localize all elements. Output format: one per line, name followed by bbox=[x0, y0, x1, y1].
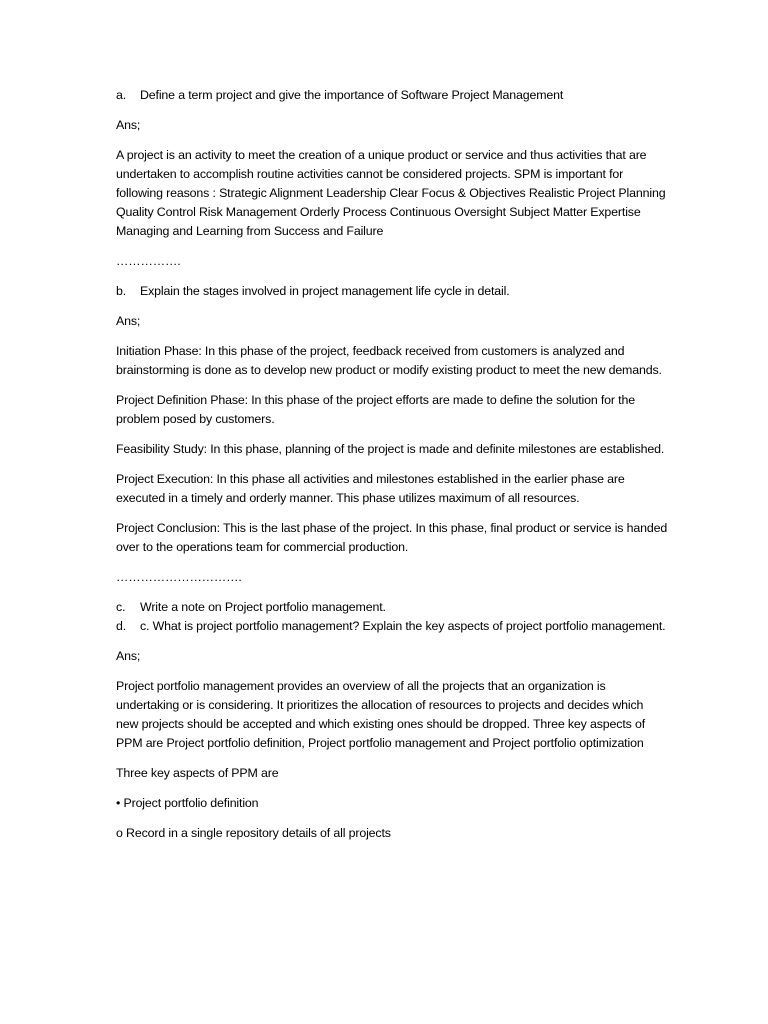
phase-conclusion: Project Conclusion: This is the last phase of the project. In this phase, final product or service is handed over to the operations team for commercial production. bbox=[116, 521, 668, 554]
question-a bbox=[116, 86, 668, 105]
question-b bbox=[116, 282, 668, 301]
aspects-heading: Three key aspects of PPM are bbox=[116, 766, 279, 780]
separator-a: ……………. bbox=[116, 254, 181, 268]
question-a-text: Define a term project and give the importance of Software Project Management bbox=[140, 88, 564, 102]
document-page bbox=[116, 86, 668, 854]
question-c-text: Write a note on Project portfolio management. bbox=[140, 600, 386, 614]
bullet-portfolio-definition: • Project portfolio definition bbox=[116, 796, 259, 810]
answer-a-label: Ans; bbox=[116, 118, 141, 132]
question-b-text: Explain the stages involved in project management life cycle in detail. bbox=[140, 284, 510, 298]
answer-a-text: A project is an activity to meet the creation of a unique product or service and thus activities that are undertaken to accomplish routine activities cannot be considered projects. SPM is important for following reasons : Strategic Alignment Leadership Clear Focus & Objectives Realistic Project Planning Quality Control Risk Management Orderly Process Continuous Oversight Subject Matter Expertise Managing and Learning from Success and Failure bbox=[116, 148, 666, 238]
phase-execution: Project Execution: In this phase all activities and milestones established in the earlier phase are executed in a timely and orderly manner. This phase utilizes maximum of all resources. bbox=[116, 472, 625, 505]
question-d-label: d. bbox=[116, 619, 127, 633]
answer-d-label: Ans; bbox=[116, 649, 141, 663]
answer-d-text: Project portfolio management provides an overview of all the projects that an organization is undertaking or is considering. It prioritizes the allocation of resources to projects and decides which new projects should be accepted and which existing ones should be dropped. Three key aspects of PPM are Project portfolio definition, Project portfolio management and Project portfolio optimization bbox=[116, 679, 645, 750]
question-d bbox=[116, 617, 668, 636]
phase-feasibility: Feasibility Study: In this phase, planning of the project is made and definite milestones are established. bbox=[116, 442, 665, 456]
question-d-text: c. What is project portfolio management? Explain the key aspects of project portfolio management. bbox=[140, 619, 666, 633]
phase-definition: Project Definition Phase: In this phase of the project efforts are made to define the solution for the problem posed by customers. bbox=[116, 393, 635, 426]
phase-initiation: Initiation Phase: In this phase of the project, feedback received from customers is analyzed and brainstorming is done as to develop new product or modify existing product to meet the new demands. bbox=[116, 344, 662, 377]
question-c-label: c. bbox=[116, 600, 126, 614]
question-b-label: b. bbox=[116, 284, 127, 298]
question-a-label: a. bbox=[116, 88, 127, 102]
question-c bbox=[116, 598, 668, 617]
sub-bullet-record-repository: o Record in a single repository details of all projects bbox=[116, 826, 391, 840]
answer-b-label: Ans; bbox=[116, 314, 141, 328]
separator-b: …………………………. bbox=[116, 570, 242, 584]
